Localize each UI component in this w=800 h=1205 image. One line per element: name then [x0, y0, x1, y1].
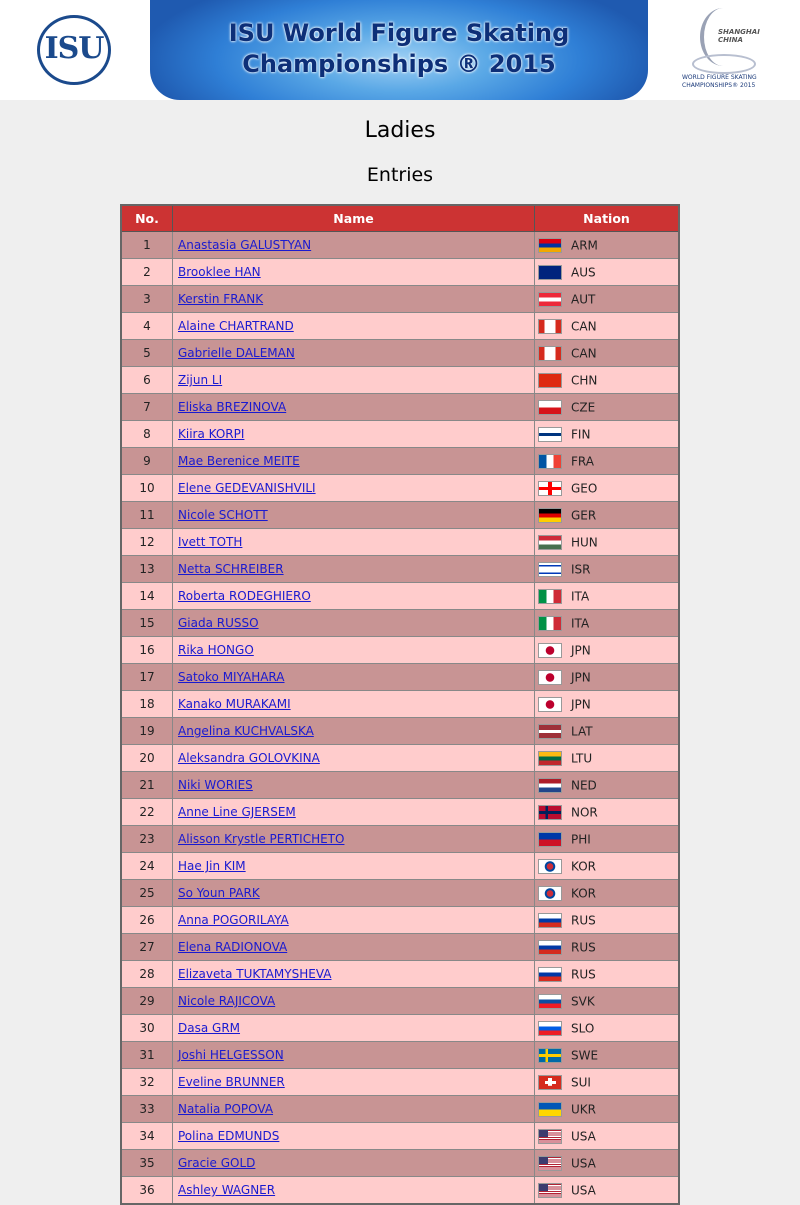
skater-name-link[interactable]: Natalia POPOVA	[178, 1102, 274, 1116]
isu-logo-text: ISU	[44, 31, 104, 66]
entry-nation-cell	[535, 745, 680, 772]
entry-nation-cell	[535, 394, 680, 421]
entry-number: 33	[121, 1096, 173, 1123]
entry-name-cell	[173, 502, 535, 529]
entry-number: 31	[121, 1042, 173, 1069]
nation-code: SLO	[571, 1021, 595, 1035]
flag-fin-icon	[538, 427, 562, 442]
entry-nation-cell	[535, 934, 680, 961]
entry-number: 2	[121, 259, 173, 286]
entry-number: 18	[121, 691, 173, 718]
entry-nation-cell	[535, 583, 680, 610]
entry-number: 10	[121, 475, 173, 502]
flag-geo-icon	[538, 481, 562, 496]
flag-jpn-icon	[538, 697, 562, 712]
entry-name-cell	[173, 1042, 535, 1069]
page-title: Ladies	[364, 118, 436, 143]
entry-nation-cell	[535, 556, 680, 583]
nation-code: SUI	[571, 1075, 591, 1089]
entry-number: 29	[121, 988, 173, 1015]
nation-code: NED	[571, 778, 597, 792]
nation-code: KOR	[571, 886, 596, 900]
entry-nation-cell	[535, 286, 680, 313]
nation-code: AUS	[571, 265, 596, 279]
flag-kor-icon	[538, 859, 562, 874]
entry-nation-cell	[535, 718, 680, 745]
table-row	[121, 502, 679, 529]
flag-ukr-icon	[538, 1102, 562, 1117]
entry-nation-cell	[535, 232, 680, 259]
flag-jpn-icon	[538, 670, 562, 685]
flag-phi-icon	[538, 832, 562, 847]
skater-name-link[interactable]: Eliska BREZINOVA	[178, 400, 287, 414]
table-row	[121, 934, 679, 961]
entry-nation-cell	[535, 421, 680, 448]
skater-name-link[interactable]: Gracie GOLD	[178, 1156, 256, 1170]
ice-ring-icon	[692, 54, 756, 74]
entry-number: 13	[121, 556, 173, 583]
skater-name-link[interactable]: Aleksandra GOLOVKINA	[178, 751, 320, 765]
nation-code: CHN	[571, 373, 598, 387]
entry-name-cell	[173, 772, 535, 799]
flag-jpn-icon	[538, 643, 562, 658]
nation-code: CAN	[571, 319, 597, 333]
skater-name-link[interactable]: Kerstin FRANK	[178, 292, 264, 306]
flag-ltu-icon	[538, 751, 562, 766]
skater-name-link[interactable]: Alaine CHARTRAND	[178, 319, 294, 333]
entry-nation-cell	[535, 367, 680, 394]
entry-name-cell	[173, 664, 535, 691]
entry-name-cell	[173, 232, 535, 259]
entry-nation-cell	[535, 853, 680, 880]
skater-name-link[interactable]: Niki WORIES	[178, 778, 253, 792]
flag-can-icon	[538, 319, 562, 334]
entry-number: 1	[121, 232, 173, 259]
table-row	[121, 340, 679, 367]
flag-slo-icon	[538, 1021, 562, 1036]
flag-sui-icon	[538, 1075, 562, 1090]
table-row	[121, 826, 679, 853]
skater-name-link[interactable]: Alisson Krystle PERTICHETO	[178, 832, 345, 846]
entry-name-cell	[173, 880, 535, 907]
entry-number: 26	[121, 907, 173, 934]
entry-number: 4	[121, 313, 173, 340]
table-row	[121, 1177, 679, 1205]
entry-nation-cell	[535, 313, 680, 340]
table-row	[121, 799, 679, 826]
column-header-no: No.	[121, 205, 173, 232]
entry-number: 11	[121, 502, 173, 529]
entry-nation-cell	[535, 1015, 680, 1042]
entry-nation-cell	[535, 1123, 680, 1150]
table-row	[121, 637, 679, 664]
entry-name-cell	[173, 1177, 535, 1205]
entry-nation-cell	[535, 826, 680, 853]
skater-name-link[interactable]: Zijun LI	[178, 373, 223, 387]
table-row	[121, 1150, 679, 1177]
nation-code: FIN	[571, 427, 591, 441]
flag-can-icon	[538, 346, 562, 361]
column-header-nation: Nation	[535, 205, 680, 232]
event-logo-caption: WORLD FIGURE SKATING CHAMPIONSHIPS® 2015	[682, 74, 757, 89]
skater-name-link[interactable]: Kiira KORPI	[178, 427, 245, 441]
entry-nation-cell	[535, 799, 680, 826]
nation-code: ITA	[571, 616, 590, 630]
nation-code: UKR	[571, 1102, 596, 1116]
table-row	[121, 1069, 679, 1096]
entry-nation-cell	[535, 1096, 680, 1123]
skater-name-link[interactable]: Ivett TOTH	[178, 535, 243, 549]
nation-code: JPN	[571, 670, 591, 684]
flag-aut-icon	[538, 292, 562, 307]
skater-name-link[interactable]: Eveline BRUNNER	[178, 1075, 285, 1089]
skater-name-link[interactable]: Gabrielle DALEMAN	[178, 346, 295, 360]
flag-cze-icon	[538, 400, 562, 415]
nation-code: SVK	[571, 994, 595, 1008]
entry-number: 36	[121, 1177, 173, 1205]
table-row	[121, 421, 679, 448]
entry-name-cell	[173, 583, 535, 610]
flag-ger-icon	[538, 508, 562, 523]
flag-lat-icon	[538, 724, 562, 739]
skater-name-link[interactable]: Ashley WAGNER	[178, 1183, 276, 1197]
nation-code: FRA	[571, 454, 594, 468]
entry-number: 35	[121, 1150, 173, 1177]
nation-code: GER	[571, 508, 597, 522]
flag-arm-icon	[538, 238, 562, 253]
flag-svk-icon	[538, 994, 562, 1009]
table-row	[121, 259, 679, 286]
nation-code: USA	[571, 1129, 596, 1143]
entry-name-cell	[173, 826, 535, 853]
table-row	[121, 448, 679, 475]
nation-code: AUT	[571, 292, 596, 306]
table-body	[121, 232, 679, 1205]
entry-number: 34	[121, 1123, 173, 1150]
skater-name-link[interactable]: Netta SCHREIBER	[178, 562, 284, 576]
nation-code: HUN	[571, 535, 598, 549]
table-row	[121, 394, 679, 421]
table-row	[121, 664, 679, 691]
entry-name-cell	[173, 259, 535, 286]
skater-name-link[interactable]: Giada RUSSO	[178, 616, 259, 630]
entry-number: 5	[121, 340, 173, 367]
table-row	[121, 1042, 679, 1069]
table-row	[121, 772, 679, 799]
entry-number: 24	[121, 853, 173, 880]
banner-title	[150, 18, 648, 80]
flag-rus-icon	[538, 940, 562, 955]
nation-code: NOR	[571, 805, 598, 819]
entry-nation-cell	[535, 259, 680, 286]
table-row	[121, 718, 679, 745]
banner-title-line1: ISU World Figure Skating	[228, 19, 570, 47]
entry-number: 14	[121, 583, 173, 610]
table-row	[121, 907, 679, 934]
skater-name-link[interactable]: Roberta RODEGHIERO	[178, 589, 311, 603]
entry-name-cell	[173, 745, 535, 772]
nation-code: RUS	[571, 967, 596, 981]
nation-code: USA	[571, 1156, 596, 1170]
entry-nation-cell	[535, 880, 680, 907]
nation-code: CAN	[571, 346, 597, 360]
entry-nation-cell	[535, 961, 680, 988]
entry-number: 16	[121, 637, 173, 664]
skater-name-link[interactable]: Hae Jin KIM	[178, 859, 246, 873]
table-row	[121, 475, 679, 502]
table-row	[121, 232, 679, 259]
nation-code: LTU	[571, 751, 593, 765]
table-row	[121, 745, 679, 772]
entry-number: 9	[121, 448, 173, 475]
nation-code: RUS	[571, 913, 596, 927]
table-row	[121, 988, 679, 1015]
entry-name-cell	[173, 637, 535, 664]
skater-name-link[interactable]: Kanako MURAKAMI	[178, 697, 291, 711]
entry-name-cell	[173, 718, 535, 745]
nation-code: KOR	[571, 859, 596, 873]
skater-name-link[interactable]: Polina EDMUNDS	[178, 1129, 280, 1143]
entry-name-cell	[173, 421, 535, 448]
table-row	[121, 313, 679, 340]
skater-name-link[interactable]: Mae Berenice MEITE	[178, 454, 300, 468]
entry-name-cell	[173, 691, 535, 718]
entry-number: 19	[121, 718, 173, 745]
flag-swe-icon	[538, 1048, 562, 1063]
flag-ita-icon	[538, 589, 562, 604]
nation-code: PHI	[571, 832, 591, 846]
table-row	[121, 529, 679, 556]
entry-number: 32	[121, 1069, 173, 1096]
entry-name-cell	[173, 1096, 535, 1123]
entry-number: 22	[121, 799, 173, 826]
flag-rus-icon	[538, 913, 562, 928]
skater-name-link[interactable]: Angelina KUCHVALSKA	[178, 724, 314, 738]
entry-name-cell	[173, 394, 535, 421]
entry-name-cell	[173, 340, 535, 367]
entry-nation-cell	[535, 529, 680, 556]
nation-code: JPN	[571, 643, 591, 657]
table-row	[121, 1123, 679, 1150]
table-row	[121, 853, 679, 880]
nation-code: USA	[571, 1183, 596, 1197]
entry-name-cell	[173, 988, 535, 1015]
entry-name-cell	[173, 556, 535, 583]
nation-code: LAT	[571, 724, 593, 738]
page-subtitle: Entries	[366, 164, 434, 186]
nation-code: ARM	[571, 238, 598, 252]
entry-name-cell	[173, 610, 535, 637]
table-row	[121, 367, 679, 394]
entry-nation-cell	[535, 475, 680, 502]
entry-nation-cell	[535, 907, 680, 934]
entry-name-cell	[173, 448, 535, 475]
skater-name-link[interactable]: Elena RADIONOVA	[178, 940, 288, 954]
entry-nation-cell	[535, 691, 680, 718]
entries-table	[120, 204, 680, 1205]
skater-name-link[interactable]: Rika HONGO	[178, 643, 254, 657]
entry-nation-cell	[535, 340, 680, 367]
entry-number: 15	[121, 610, 173, 637]
entry-nation-cell	[535, 988, 680, 1015]
skater-name-link[interactable]: Elizaveta TUKTAMYSHEVA	[178, 967, 332, 981]
nation-code: RUS	[571, 940, 596, 954]
skater-name-link[interactable]: Nicole RAJICOVA	[178, 994, 276, 1008]
skater-name-link[interactable]: Elene GEDEVANISHVILI	[178, 481, 316, 495]
flag-usa-icon	[538, 1156, 562, 1171]
nation-code: SWE	[571, 1048, 599, 1062]
skater-name-link[interactable]: So Youn PARK	[178, 886, 260, 900]
table-row	[121, 286, 679, 313]
skater-name-link[interactable]: Joshi HELGESSON	[178, 1048, 284, 1062]
entry-name-cell	[173, 475, 535, 502]
entry-number: 21	[121, 772, 173, 799]
nation-code: ISR	[571, 562, 591, 576]
entry-name-cell	[173, 367, 535, 394]
entry-number: 7	[121, 394, 173, 421]
skater-name-link[interactable]: Dasa GRM	[178, 1021, 241, 1035]
entry-name-cell	[173, 907, 535, 934]
event-logo	[680, 6, 770, 96]
table-header-row	[121, 205, 679, 232]
isu-logo[interactable]	[37, 15, 111, 85]
entry-name-cell	[173, 799, 535, 826]
table-row	[121, 880, 679, 907]
entry-name-cell	[173, 853, 535, 880]
entry-nation-cell	[535, 1150, 680, 1177]
skater-name-link[interactable]: Nicole SCHOTT	[178, 508, 268, 522]
entry-number: 28	[121, 961, 173, 988]
flag-kor-icon	[538, 886, 562, 901]
flag-ned-icon	[538, 778, 562, 793]
table-row	[121, 610, 679, 637]
entry-number: 30	[121, 1015, 173, 1042]
table-row	[121, 1015, 679, 1042]
table-row	[121, 691, 679, 718]
flag-aus-icon	[538, 265, 562, 280]
entry-nation-cell	[535, 1177, 680, 1205]
nation-code: CZE	[571, 400, 596, 414]
entry-name-cell	[173, 313, 535, 340]
entry-number: 25	[121, 880, 173, 907]
entry-nation-cell	[535, 664, 680, 691]
table-row	[121, 961, 679, 988]
entry-number: 27	[121, 934, 173, 961]
skater-name-link[interactable]: Anna POGORILAYA	[178, 913, 289, 927]
skater-name-link[interactable]: Brooklee HAN	[178, 265, 261, 279]
entry-nation-cell	[535, 1069, 680, 1096]
flag-chn-icon	[538, 373, 562, 388]
entry-number: 17	[121, 664, 173, 691]
flag-ita-icon	[538, 616, 562, 631]
nation-code: JPN	[571, 697, 591, 711]
entry-name-cell	[173, 1015, 535, 1042]
flag-fra-icon	[538, 454, 562, 469]
entry-nation-cell	[535, 610, 680, 637]
entry-number: 12	[121, 529, 173, 556]
table-row	[121, 1096, 679, 1123]
flag-isr-icon	[538, 562, 562, 577]
nation-code: ITA	[571, 589, 590, 603]
entry-nation-cell	[535, 502, 680, 529]
entry-name-cell	[173, 1069, 535, 1096]
flag-nor-icon	[538, 805, 562, 820]
entry-nation-cell	[535, 448, 680, 475]
entry-number: 23	[121, 826, 173, 853]
entry-nation-cell	[535, 772, 680, 799]
site-header	[0, 0, 800, 100]
entry-name-cell	[173, 529, 535, 556]
entry-name-cell	[173, 934, 535, 961]
entry-nation-cell	[535, 637, 680, 664]
entry-number: 6	[121, 367, 173, 394]
event-logo-city: SHANGHAI CHINA	[718, 28, 760, 44]
banner-title-line2: Championships ® 2015	[242, 50, 556, 78]
entry-nation-cell	[535, 1042, 680, 1069]
entry-number: 3	[121, 286, 173, 313]
entry-name-cell	[173, 1123, 535, 1150]
skater-name-link[interactable]: Satoko MIYAHARA	[178, 670, 285, 684]
table-row	[121, 556, 679, 583]
flag-usa-icon	[538, 1129, 562, 1144]
nation-code: GEO	[571, 481, 598, 495]
entry-number: 8	[121, 421, 173, 448]
flag-rus-icon	[538, 967, 562, 982]
entry-name-cell	[173, 286, 535, 313]
entry-name-cell	[173, 1150, 535, 1177]
entry-name-cell	[173, 961, 535, 988]
skater-name-link[interactable]: Anne Line GJERSEM	[178, 805, 296, 819]
flag-hun-icon	[538, 535, 562, 550]
skater-name-link[interactable]: Anastasia GALUSTYAN	[178, 238, 312, 252]
championship-banner	[150, 0, 648, 100]
column-header-name: Name	[173, 205, 535, 232]
entry-number: 20	[121, 745, 173, 772]
table-row	[121, 583, 679, 610]
flag-usa-icon	[538, 1183, 562, 1198]
